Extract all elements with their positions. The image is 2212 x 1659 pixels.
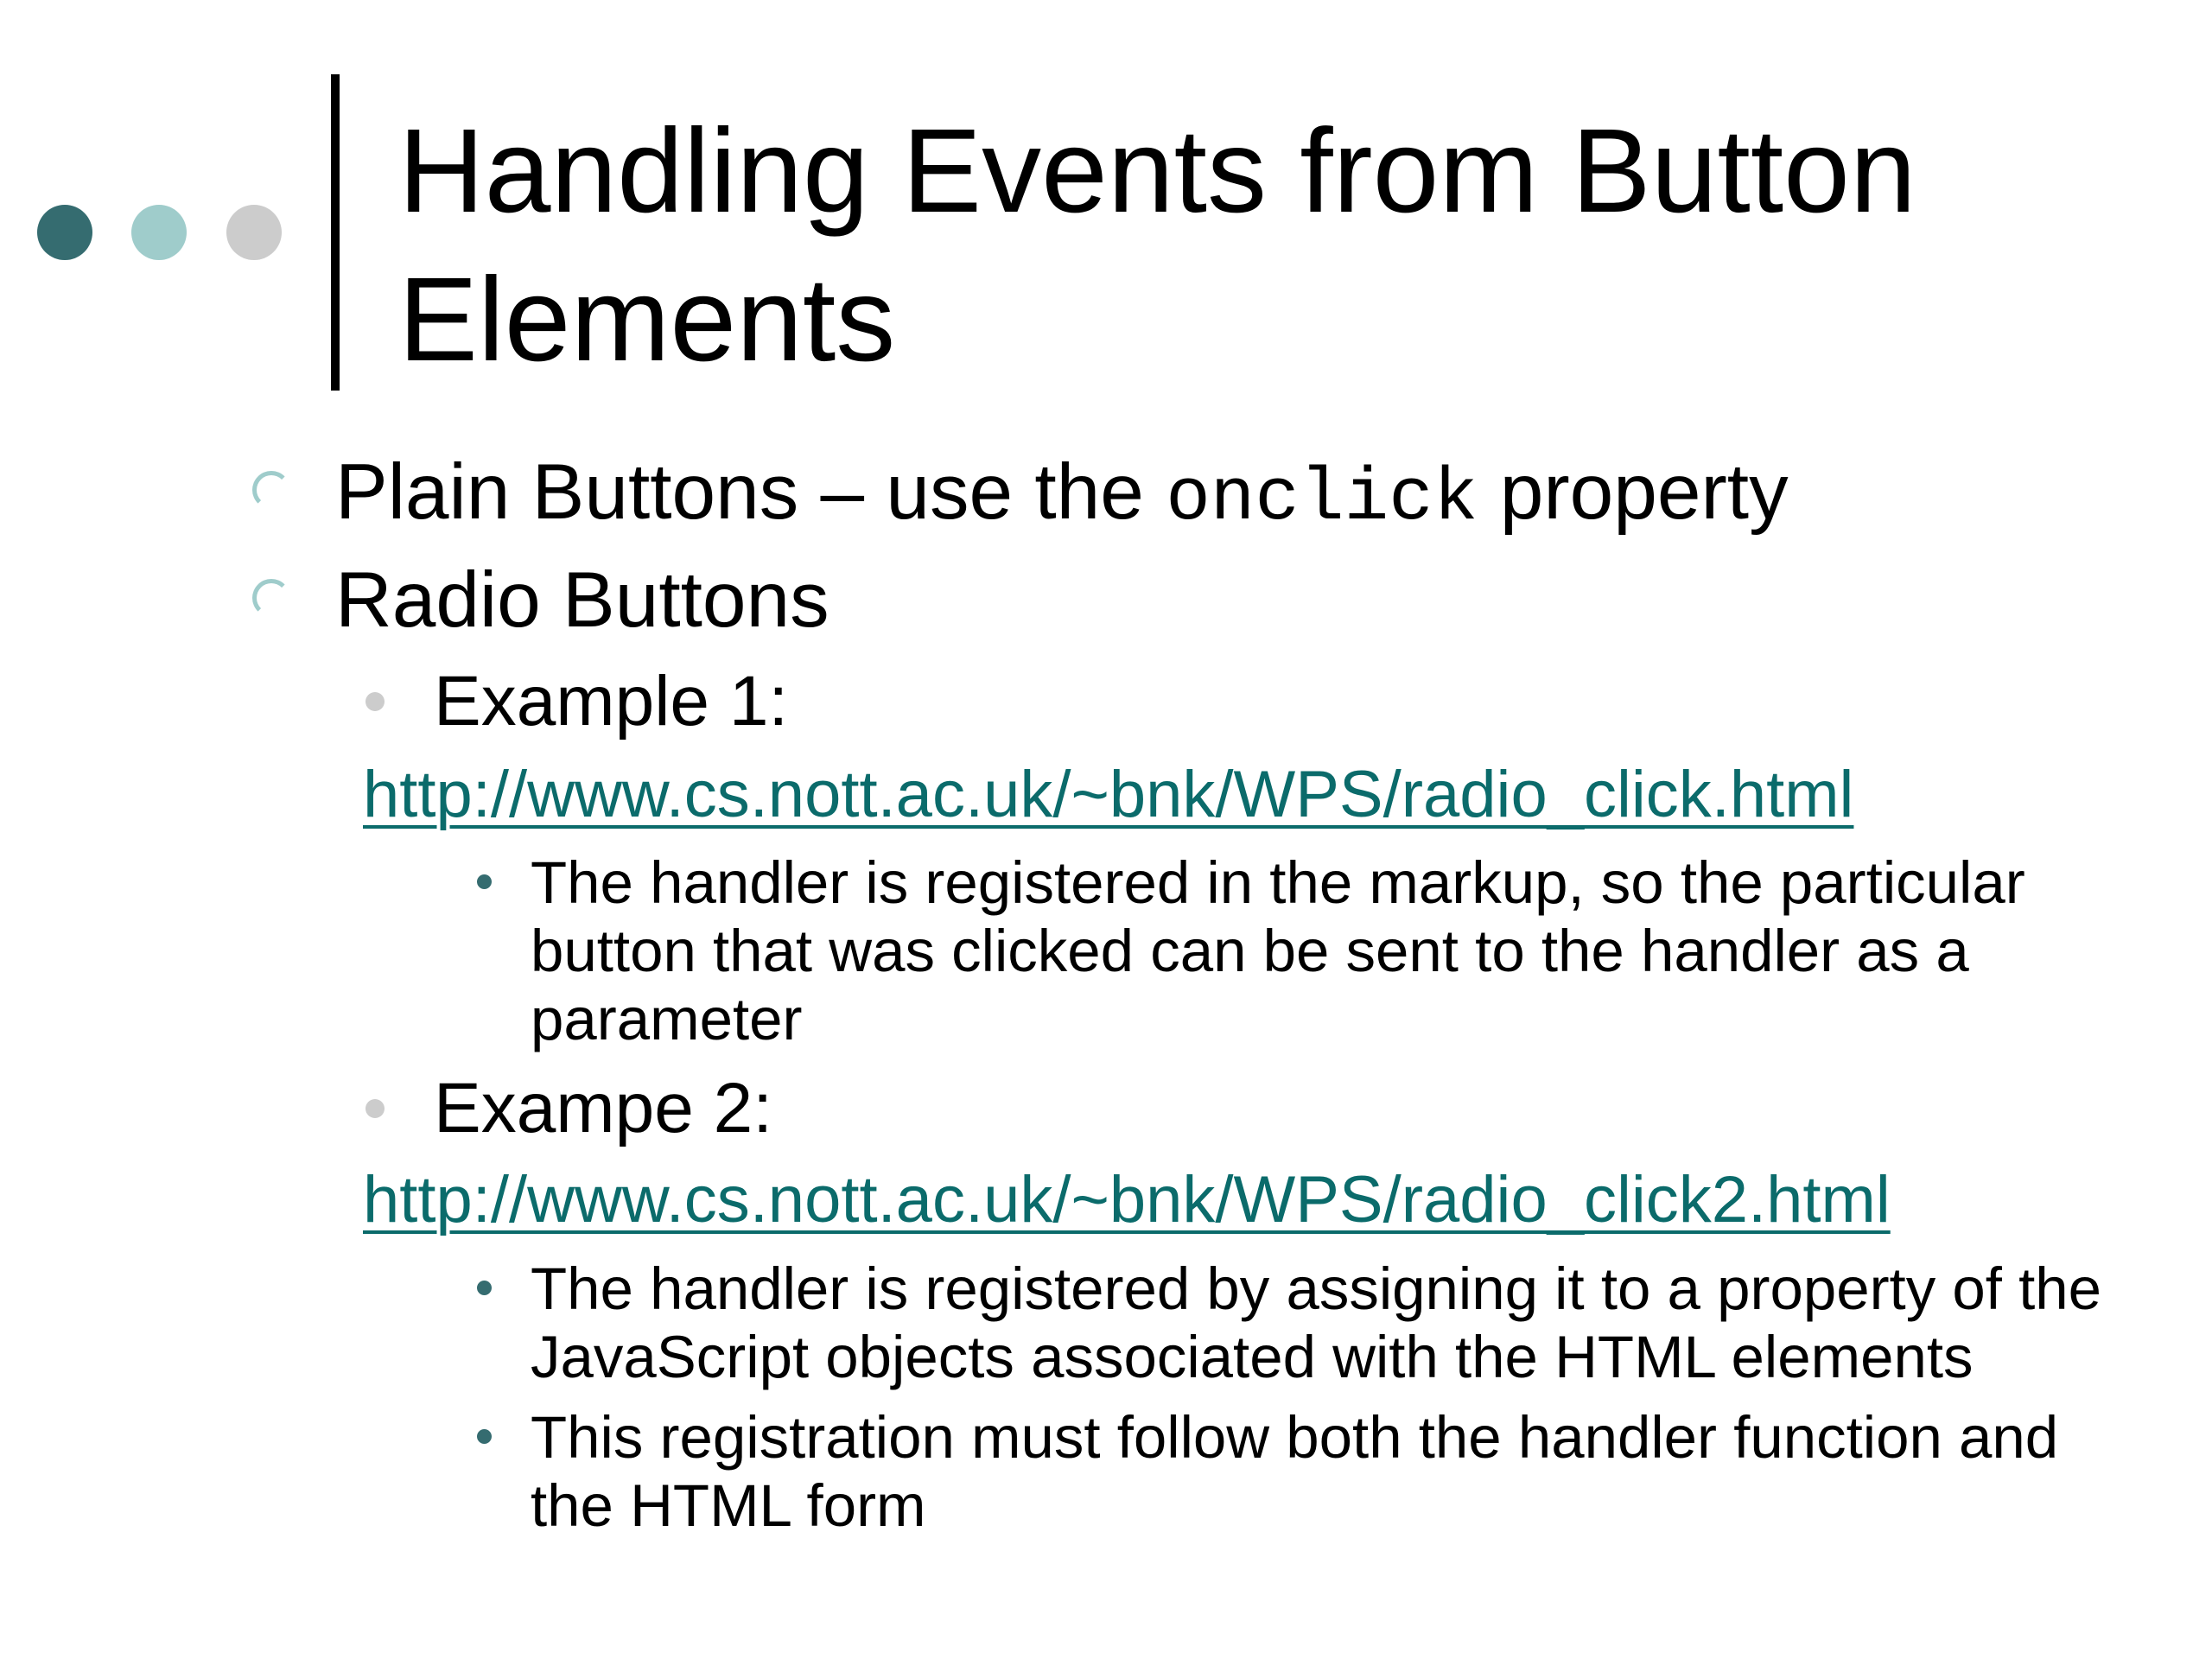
note-line: JavaScript objects associated with the HTML elements: [531, 1324, 1974, 1390]
note-line: parameter: [531, 986, 803, 1052]
decorative-dot-light: [131, 205, 187, 260]
bullet-dot-icon: [365, 692, 385, 711]
sub-bullet-dot-icon: [477, 1429, 492, 1444]
slide-title-line-2: Elements: [398, 253, 896, 386]
example-2-note-1: [531, 1255, 2101, 1391]
note-line: the HTML form: [531, 1472, 926, 1539]
sub-bullet-dot-icon: [477, 874, 492, 889]
note-line: The handler is registered by assigning it to a property of the: [531, 1255, 2102, 1322]
example-1-label: Example 1:: [434, 662, 789, 741]
example-1-note: [531, 849, 2025, 1053]
slide-title-line-1: Handling Events from Button: [398, 105, 1916, 238]
bullet-ring-icon: [252, 579, 290, 617]
bullet-ring-icon: [252, 471, 290, 509]
bullet-plain-buttons: [335, 441, 1789, 550]
note-line: button that was clicked can be sent to the handler as a: [531, 918, 1969, 984]
plain-buttons-suffix: property: [1478, 448, 1789, 536]
example-2-label: Exampe 2:: [434, 1069, 772, 1147]
bullet-radio-buttons: Radio Buttons: [335, 556, 830, 644]
title-divider: [331, 74, 340, 391]
bullet-dot-icon: [365, 1099, 385, 1118]
example-2-link[interactable]: http://www.cs.nott.ac.uk/~bnk/WPS/radio_click2.html: [363, 1163, 1891, 1236]
slide-title: [398, 97, 2161, 394]
decorative-dot-grey: [226, 205, 282, 260]
example-1-link[interactable]: http://www.cs.nott.ac.uk/~bnk/WPS/radio_click.html: [363, 758, 1854, 831]
note-line: This registration must follow both the handler function and: [531, 1404, 2059, 1471]
sub-bullet-dot-icon: [477, 1281, 492, 1295]
plain-buttons-text: Plain Buttons – use the: [335, 448, 1166, 536]
decorative-dot-dark: [37, 205, 92, 260]
example-2-note-2: [531, 1403, 2058, 1540]
note-line: The handler is registered in the markup, so the particular: [531, 849, 2025, 916]
onclick-code: onclick: [1166, 456, 1478, 541]
